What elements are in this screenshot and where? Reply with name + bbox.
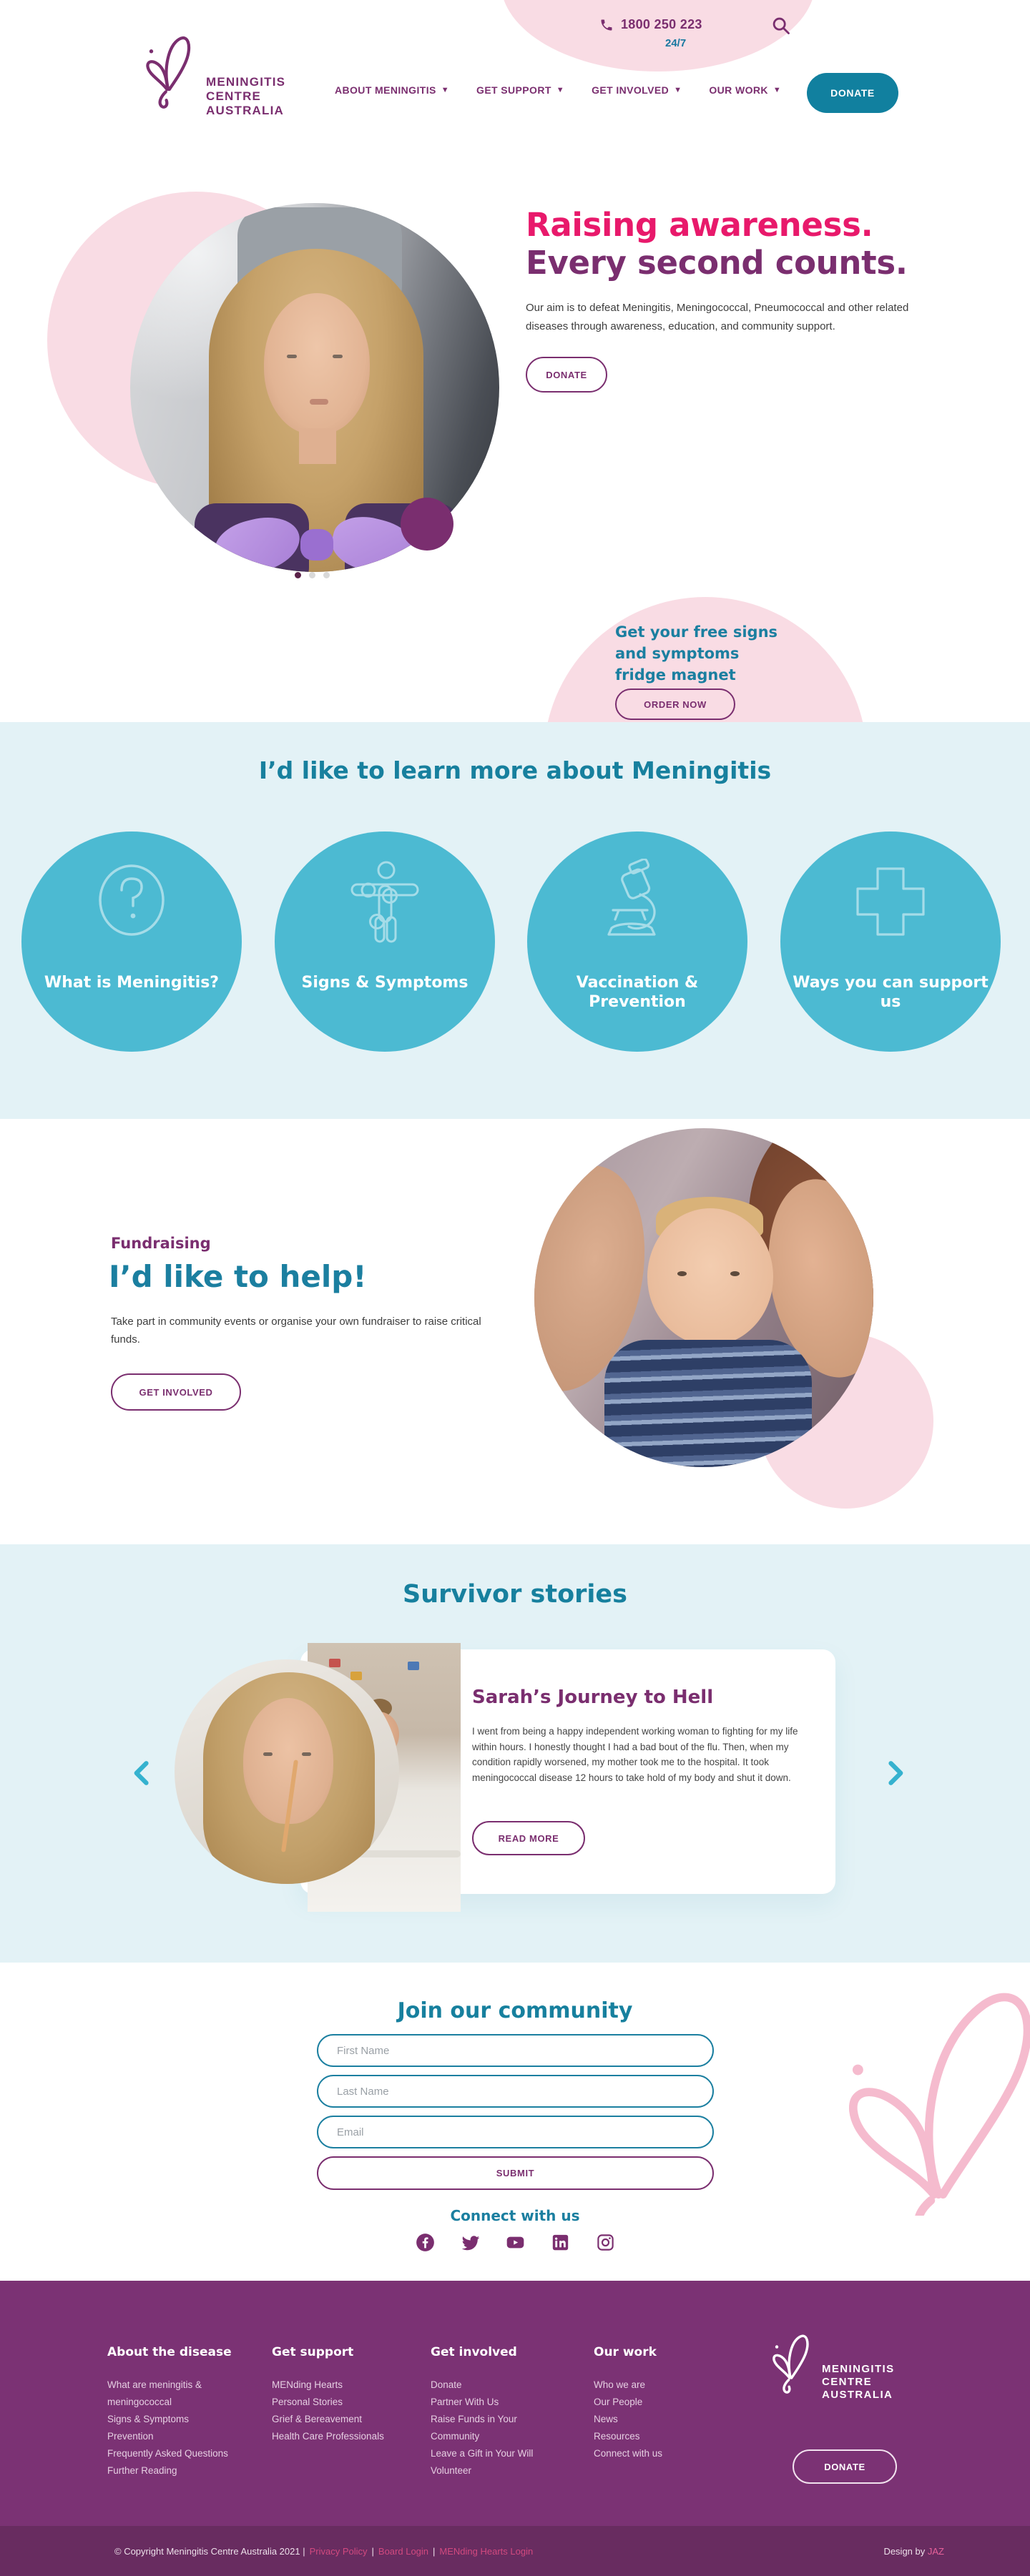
hero-description: Our aim is to defeat Meningitis, Meningococcal, Pneumococcal and other related diseases through awareness, education, and community support.	[526, 302, 909, 332]
footer-link[interactable]: Raise Funds in Your Community	[431, 2414, 517, 2442]
footer-column-about	[107, 2345, 259, 2479]
footer-link[interactable]: Health Care Professionals	[272, 2431, 384, 2442]
pink-circle-decoration	[544, 597, 867, 722]
last-name-input[interactable]	[317, 2075, 714, 2108]
phone-number-link[interactable]: 1800 250 223	[621, 17, 702, 31]
footer-column-heading: Get support	[272, 2345, 354, 2359]
baby-face-shape	[647, 1208, 773, 1346]
footer-column-heading: Get involved	[431, 2345, 517, 2359]
design-credit	[883, 2546, 944, 2557]
footer-column-heading: Our work	[594, 2345, 657, 2359]
fundraising-description: Take part in community events or organise your own fundraiser to raise critical funds.	[111, 1316, 481, 1346]
logo-wordmark: MENINGITIS CENTRE AUSTRALIA	[822, 2363, 895, 2401]
eye-shape	[677, 1271, 687, 1276]
social-links	[0, 2233, 1030, 2252]
separator: |	[433, 2545, 436, 2557]
footer-link[interactable]: MENding Hearts	[272, 2379, 343, 2390]
footer-link[interactable]: Frequently Asked Questions	[107, 2448, 228, 2459]
hero-section	[0, 129, 1030, 593]
circle-vaccination-prevention[interactable]: Vaccination & Prevention	[527, 831, 747, 1052]
eye-shape	[730, 1271, 740, 1276]
footer	[0, 2281, 1030, 2526]
footer-link[interactable]: News	[594, 2414, 618, 2424]
hero-carousel-dots	[295, 572, 330, 578]
footer-link[interactable]: Our People	[594, 2397, 643, 2407]
footer-link[interactable]: What are meningitis & meningococcal	[107, 2379, 202, 2407]
site-logo[interactable]	[142, 29, 285, 122]
footer-link[interactable]: Personal Stories	[272, 2397, 343, 2407]
magnet-promo-text: Get your free signs and symptoms fridge magnet	[615, 623, 778, 684]
header	[0, 0, 1030, 129]
get-involved-button[interactable]: GET INVOLVED	[111, 1373, 241, 1411]
footer-link[interactable]: Who we are	[594, 2379, 646, 2390]
join-community-section	[0, 1963, 1030, 2281]
footer-donate-button[interactable]: DONATE	[793, 2449, 897, 2484]
hero-title: Raising awareness. Every second counts.	[526, 206, 908, 282]
hero-copy	[526, 206, 937, 393]
fundraising-heading: I’d like to help!	[109, 1259, 367, 1294]
question-icon	[89, 859, 175, 948]
pink-blob-decoration	[501, 0, 815, 71]
stories-heading: Survivor stories	[403, 1580, 627, 1609]
phone-icon	[599, 18, 614, 32]
footer-link[interactable]: Volunteer	[431, 2465, 472, 2476]
read-more-button[interactable]: READ MORE	[472, 1821, 585, 1855]
bow-knot-shape	[300, 529, 333, 561]
fundraising-eyebrow: Fundraising	[111, 1235, 211, 1252]
survivor-stories-section	[0, 1544, 1030, 1963]
email-input[interactable]	[317, 2116, 714, 2148]
learn-more-section	[0, 722, 1030, 1119]
copyright-text	[114, 2546, 533, 2557]
face-shape	[264, 293, 370, 435]
community-heading: Join our community	[397, 1998, 633, 2023]
circle-what-is-meningitis[interactable]: What is Meningitis?	[21, 831, 242, 1052]
footer-column-heading: About the disease	[107, 2345, 232, 2359]
search-icon[interactable]	[771, 16, 793, 37]
designer-link[interactable]: JAZ	[927, 2545, 944, 2557]
connect-heading: Connect with us	[450, 2207, 580, 2224]
footer-link[interactable]: Grief & Bereavement	[272, 2414, 363, 2424]
facebook-icon[interactable]	[416, 2233, 435, 2252]
carousel-previous-arrow[interactable]	[130, 1759, 156, 1787]
butterfly-logo-icon	[769, 2328, 813, 2406]
learn-section-heading: I’d like to learn more about Meningitis	[258, 756, 772, 784]
first-name-input[interactable]	[317, 2034, 714, 2067]
neck-shape	[299, 428, 336, 464]
fundraising-photo	[534, 1128, 873, 1467]
footer-column-involved	[431, 2345, 561, 2479]
footer-link[interactable]: Connect with us	[594, 2448, 663, 2459]
carousel-next-arrow[interactable]	[886, 1759, 911, 1787]
microscope-icon	[594, 859, 680, 948]
nav-get-involved[interactable]: GET INVOLVED ▼	[592, 84, 682, 96]
story-title: Sarah’s Journey to Hell	[472, 1687, 714, 1708]
logo-wordmark: MENINGITIS CENTRE AUSTRALIA	[206, 75, 286, 117]
striped-shirt-shape	[604, 1340, 812, 1467]
header-donate-button[interactable]: DONATE	[807, 73, 898, 113]
nav-about-meningitis[interactable]: ABOUT MENINGITIS ▼	[335, 84, 450, 96]
footer-column-support	[272, 2345, 419, 2445]
hero-donate-button[interactable]: DONATE	[526, 357, 607, 393]
chevron-down-icon: ▼	[772, 86, 782, 94]
nav-our-work[interactable]: OUR WORK ▼	[709, 84, 782, 96]
footer-link[interactable]: Leave a Gift in Your Will	[431, 2448, 534, 2459]
footer-link[interactable]: Donate	[431, 2379, 462, 2390]
mending-hearts-login-link[interactable]: MENding Hearts Login	[439, 2545, 534, 2557]
footer-link[interactable]: Prevention	[107, 2431, 154, 2442]
purple-circle-decoration	[401, 498, 453, 551]
footer-link[interactable]: Further Reading	[107, 2465, 177, 2476]
chevron-down-icon: ▼	[674, 86, 682, 94]
circle-support-us[interactable]: Ways you can support us	[780, 831, 1001, 1052]
carousel-dot-2[interactable]	[309, 572, 315, 578]
design-by-label: Design by	[883, 2545, 926, 2557]
footer-logo	[769, 2328, 895, 2406]
main-navigation	[335, 84, 781, 96]
butterfly-logo-icon	[142, 29, 196, 122]
photo-detail	[408, 1662, 419, 1670]
community-signup-form	[317, 2034, 714, 2190]
footer-link[interactable]: Resources	[594, 2431, 640, 2442]
photo-detail	[329, 1659, 340, 1667]
circle-signs-symptoms[interactable]: Signs & Symptoms	[275, 831, 495, 1052]
twitter-icon[interactable]	[461, 2233, 480, 2252]
separator: |	[371, 2545, 374, 2557]
order-now-button[interactable]: ORDER NOW	[615, 689, 735, 720]
eye-shape	[263, 1752, 273, 1756]
fundraising-section	[0, 1119, 1030, 1544]
copyright-label: © Copyright Meningitis Centre Australia 2021 |	[114, 2545, 305, 2557]
eye-shape	[302, 1752, 311, 1756]
youtube-icon[interactable]	[506, 2233, 525, 2252]
body-icon	[342, 859, 428, 948]
story-excerpt: I went from being a happy independent working woman to fighting for my life within hours. I honestly thought I had a bad bout of the flu. Then, when my condition rapidly worsened, my mother took me to the hospital. It took meningococcal disease 12 hours to take hold of my body and shut it down.	[472, 1726, 798, 1783]
board-login-link[interactable]: Board Login	[378, 2545, 429, 2557]
linkedin-icon[interactable]	[551, 2233, 570, 2252]
story-portrait-photo	[175, 1659, 399, 1884]
instagram-icon[interactable]	[596, 2233, 615, 2252]
legal-bar	[0, 2526, 1030, 2576]
hours-label: 24/7	[665, 37, 687, 49]
footer-link[interactable]: Signs & Symptoms	[107, 2414, 190, 2424]
fridge-magnet-promo	[0, 593, 1030, 722]
chevron-down-icon: ▼	[556, 86, 565, 94]
privacy-policy-link[interactable]: Privacy Policy	[309, 2545, 368, 2557]
footer-link[interactable]: Partner With Us	[431, 2397, 499, 2407]
eye-shape	[287, 355, 297, 358]
eye-shape	[333, 355, 343, 358]
carousel-dot-3[interactable]	[323, 572, 330, 578]
photo-detail	[350, 1672, 362, 1680]
footer-column-work	[594, 2345, 715, 2462]
cross-icon	[848, 859, 933, 948]
lips-shape	[310, 399, 328, 405]
chevron-down-icon: ▼	[441, 86, 450, 94]
submit-button[interactable]: SUBMIT	[317, 2156, 714, 2190]
carousel-dot-1[interactable]	[295, 572, 301, 578]
nav-get-support[interactable]: GET SUPPORT ▼	[476, 84, 565, 96]
